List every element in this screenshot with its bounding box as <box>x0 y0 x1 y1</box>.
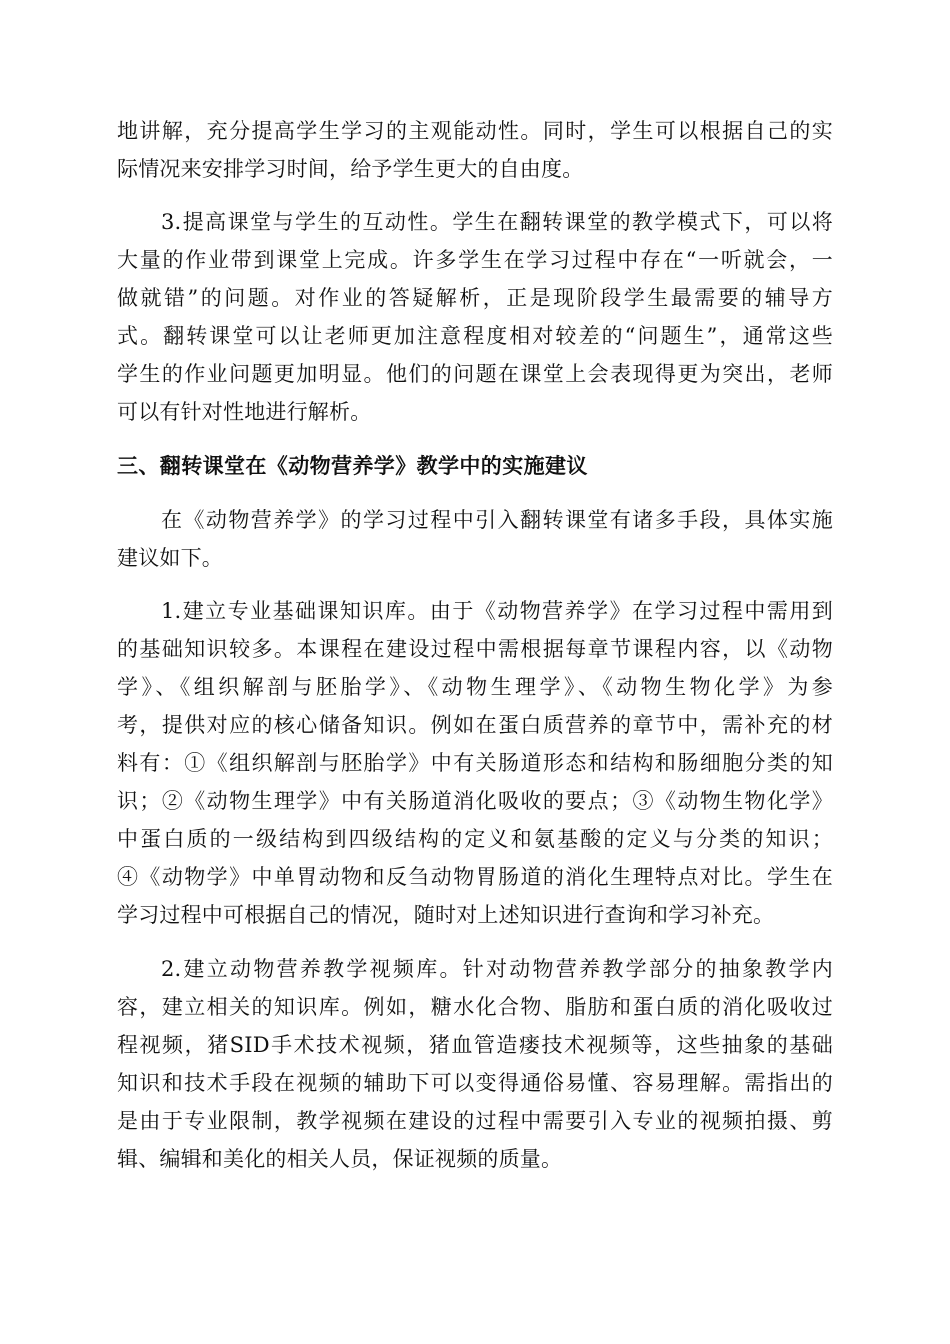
text-line: 在《动物营养学》的学习过程中引入翻转课堂有诸多手段，具体实施 <box>161 508 833 532</box>
text-line: 地讲解，充分提高学生学习的主观能动性。同时，学生可以根据自己的实 <box>117 119 833 143</box>
text-line: 辑、编辑和美化的相关人员，保证视频的质量。 <box>117 1147 563 1171</box>
text-line: 知识和技术手段在视频的辅助下可以变得通俗易懂、容易理解。需指出的 <box>117 1071 833 1095</box>
text-line: 2.建立动物营养教学视频库。针对动物营养教学部分的抽象教学内 <box>161 957 833 981</box>
section-heading: 三、翻转课堂在《动物营养学》教学中的实施建议 <box>117 454 588 478</box>
text-line: 做就错”的问题。对作业的答疑解析，正是现阶段学生最需要的辅导方 <box>117 286 833 310</box>
text-line: 识；②《动物生理学》中有关肠道消化吸收的要点；③《动物生物化学》 <box>117 789 833 813</box>
text-line: 学生的作业问题更加明显。他们的问题在课堂上会表现得更为突出，老师 <box>117 362 833 386</box>
text-line: 际情况来安排学习时间，给予学生更大的自由度。 <box>117 157 584 181</box>
text-line: 程视频，猪SID手术技术视频，猪血管造瘘技术视频等，这些抽象的基础 <box>117 1033 833 1057</box>
text-line: 料有：①《组织解剖与胚胎学》中有关肠道形态和结构和肠细胞分类的知 <box>117 751 833 775</box>
text-line: 是由于专业限制，教学视频在建设的过程中需要引入专业的视频拍摄、剪 <box>117 1109 833 1133</box>
text-line: 1.建立专业基础课知识库。由于《动物营养学》在学习过程中需用到 <box>161 599 833 623</box>
text-line: 中蛋白质的一级结构到四级结构的定义和氨基酸的定义与分类的知识； <box>117 827 833 851</box>
text-line: 容，建立相关的知识库。例如，糖水化合物、脂肪和蛋白质的消化吸收过 <box>117 995 833 1019</box>
text-line: 考，提供对应的核心储备知识。例如在蛋白质营养的章节中，需补充的材 <box>117 713 833 737</box>
text-line: 学》、《组织解剖与胚胎学》、《动物生理学》、《动物生物化学》为参 <box>117 675 833 699</box>
text-line: 式。翻转课堂可以让老师更加注意程度相对较差的“问题生”，通常这些 <box>117 324 833 348</box>
text-line: 3.提高课堂与学生的互动性。学生在翻转课堂的教学模式下，可以将 <box>161 210 833 234</box>
text-line: 可以有针对性地进行解析。 <box>117 400 372 424</box>
text-line: 大量的作业带到课堂上完成。许多学生在学习过程中存在“一听就会，一 <box>117 248 833 272</box>
text-line: 学习过程中可根据自己的情况，随时对上述知识进行查询和学习补充。 <box>117 903 775 927</box>
text-line: ④《动物学》中单胃动物和反刍动物胃肠道的消化生理特点对比。学生在 <box>117 865 833 889</box>
text-line: 的基础知识较多。本课程在建设过程中需根据每章节课程内容，以《动物 <box>117 637 833 661</box>
text-line: 建议如下。 <box>117 546 223 570</box>
